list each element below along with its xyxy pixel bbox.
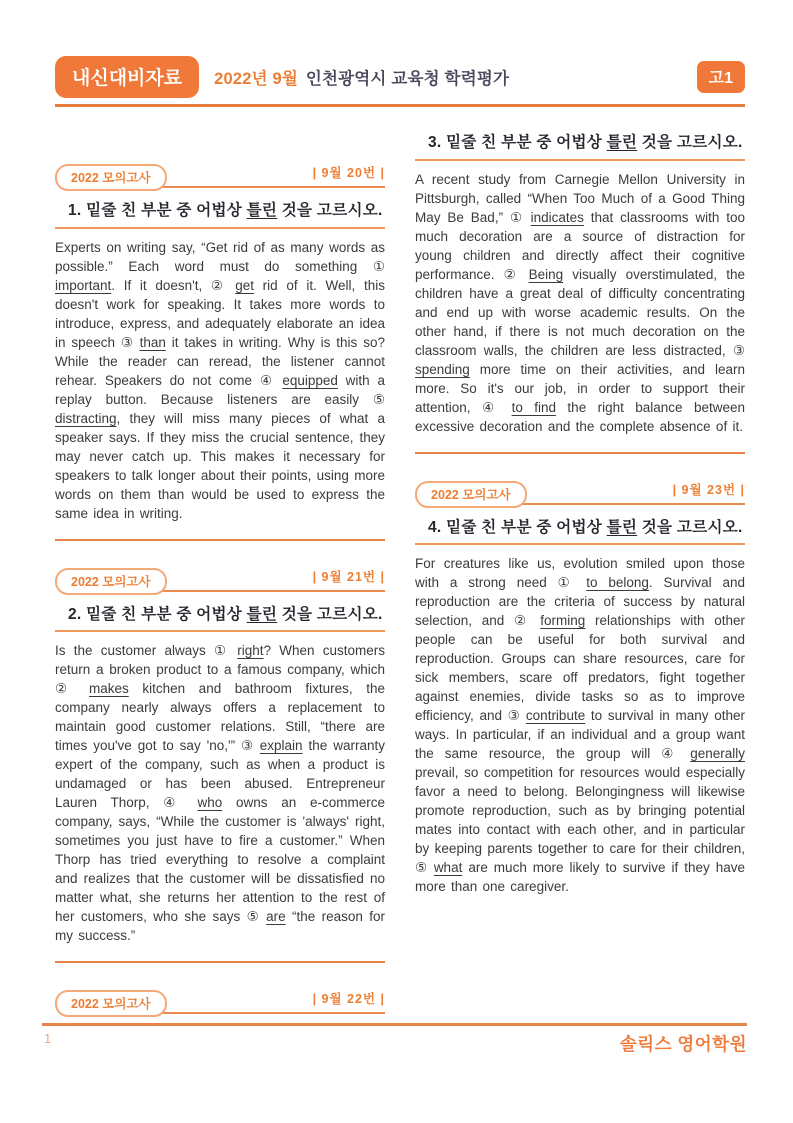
exam-meta-row-q2 [55,567,385,592]
material-badge: 내신대비자료 [55,56,199,98]
question-3-passage: A recent study from Carnegie Mellon University in Pittsburgh, called “When Too Much of a Good Thing May Be Bad,” ① indicates that classrooms with too much decoration are a source of distraction for young children and directly affect their cognitive performance. ② Being visually overstimulated, the children have a great deal of difficulty concentrating and end up with worse academic results. On the other hand, if there is not much decoration on the classroom walls, the children are less distracted, ③ spending more time on their activities, and learn more. So it's our job, in order to support their attention, ④ to find the right balance between excessive decoration and the complete absence of it. [415,171,746,434]
question-3-heading: 3. 밑줄 친 부분 중 어법상 틀린 것을 고르시오. [415,132,745,161]
exam-badge: 2022 모의고사 [55,164,167,191]
question-2-passage: Is the customer always ① right? When customers return a broken product to a famous company, which ② makes kitchen and bathroom fixtures, the company nearly always offers a replacement to maintain good customer relations. Still, “there are times you've got to say 'no,'” ③ explain the warranty expert of the company, such as when a product is undamaged or has been abused. Entrepreneur Lauren Thorp, ④ who owns an e-commerce company, says, “While the customer is 'always' right, sometimes you just have to fire a customer.” When Thorp has tried everything to resolve a complaint and realizes that the customer will be dissatisfied no matter what, she returns her attention to the rest of her customers, who she says ⑤ are “the reason for my success.” [55,643,386,944]
content-columns [55,107,745,1026]
question-source-ref: | 9월 23번 | [517,480,745,505]
question-4-passage: For creatures like us, evolution smiled upon those with a strong need ① to belong. Survival and reproduction are the criteria of success by natural selection, and ② forming relationships with other people can be useful for both survival and reproduction. Groups can share resources, care for sick members, scare off predators, fight together against enemies, divide tasks so as to improve efficiency, and ③ contribute to survival in many other ways. In particular, if an individual and a group want the same resource, the group will ④ generally prevail, so competition for resources would especially favor a need to belong. Belongingness will likewise promote reproduction, such as by bringing potential mates into contact with each other, and in particular by keeping parents together to care for their children, ⑤ what are much more likely to survive if they have more than one caregiver. [415,556,745,895]
page-footer [42,1023,747,1056]
question-2-heading: 2. 밑줄 친 부분 중 어법상 틀린 것을 고르시오. [55,604,385,633]
exam-badge: 2022 모의고사 [415,481,527,508]
question-source-ref: | 9월 20번 | [157,163,385,188]
exam-badge: 2022 모의고사 [55,990,167,1017]
section-divider [55,961,385,963]
title-exam-date: 2022년 9월 [214,70,299,88]
exam-meta-row-q4 [415,480,745,505]
footer-divider [42,1023,747,1026]
page-title [214,65,509,89]
section-divider [55,539,385,541]
grade-badge: 고1 [697,61,745,93]
footer-row [42,1031,747,1056]
exam-meta-row-q3 [55,989,385,1014]
exam-badge: 2022 모의고사 [55,568,167,595]
question-4-heading: 4. 밑줄 친 부분 중 어법상 틀린 것을 고르시오. [415,517,745,546]
question-source-ref: | 9월 21번 | [157,567,385,592]
exam-meta-row-q1 [55,163,385,188]
question-source-ref: | 9월 22번 | [157,989,385,1014]
page-header [55,56,745,98]
academy-logo-text: 솔릭스 영어학원 [619,1033,747,1054]
question-1-passage: Experts on writing say, “Get rid of as many words as possible.” Each word must do something ① important. If it doesn't, ② get rid of it. Well, this doesn't work for speaking. It takes more words to introduce, express, and adequately elaborate an idea in speech ③ than it takes in writing. Why is this so? While the reader can reread, the listener cannot rehear. Speakers do not come ④ equipped with a replay button. Because listeners are easily ⑤ distracting, they will miss many pieces of what a speaker says. If they miss the crucial sentence, they may never catch up. This makes it necessary for speakers to talk longer about their points, using more words on them than would be used to express the same idea in writing. [55,239,385,521]
right-column [415,107,745,1026]
section-divider [415,452,745,454]
left-column [55,107,385,1026]
question-1-heading: 1. 밑줄 친 부분 중 어법상 틀린 것을 고르시오. [55,200,385,229]
page-number: 1 [44,1030,52,1046]
title-exam-name: 인천광역시 교육청 학력평가 [305,70,510,88]
